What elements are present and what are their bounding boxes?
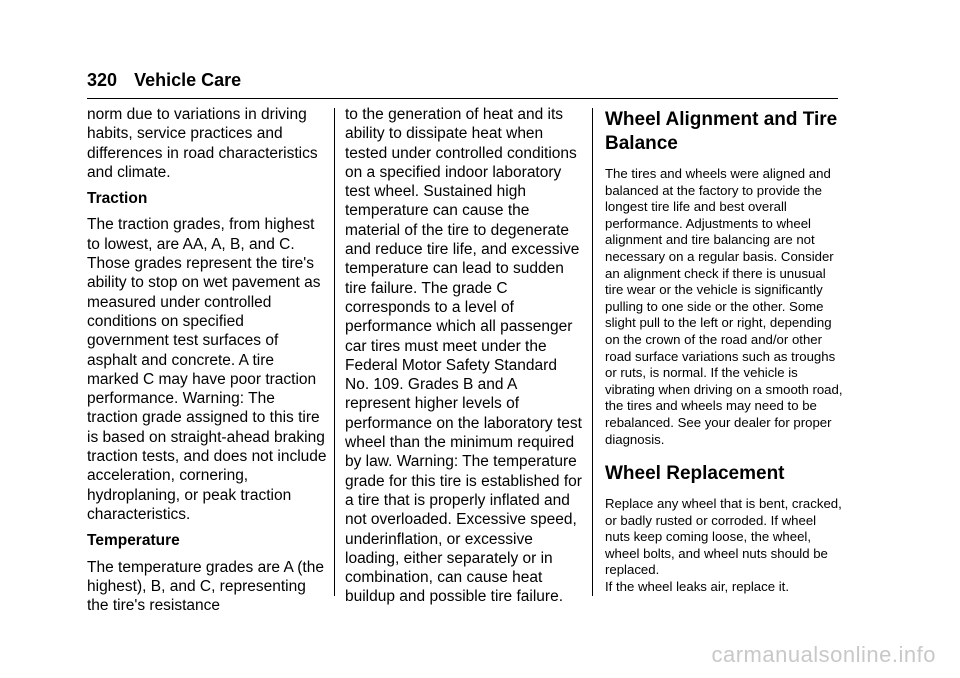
column-1: [87, 105, 327, 622]
replacement-paragraph: Replace any wheel that is bent, cracked, or badly rusted or corroded. If wheel nuts keep coming loose, the wheel, wheel bolts, and wheel nuts should be replaced.: [605, 496, 842, 578]
alignment-paragraph: The tires and wheels were aligned and balanced at the factory to provide the longest tire life and best overall performance. Adjustments to wheel alignment and tire balancing are not necessary on a regular basis. Consider an alignment check if there is unusual tire wear or the vehicle is significantly pulling to one side or the other. Some slight pull to the left or right, depending on the crown of the road and/or other road surface variations such as troughs or ruts, is normal. If the vehicle is vibrating when driving on a smooth road, the tires and wheels may need to be rebalanced. See your dealer for proper diagnosis.: [605, 166, 843, 447]
replacement-heading: Wheel Replacement: [605, 463, 785, 485]
page-number: 320: [87, 70, 118, 90]
traction-paragraph: The traction grades, from highest to lowest, are AA, A, B, and C. Those grades represent the tire's ability to stop on wet pavement as measured under controlled conditions on specified government test surfaces of asphalt and concrete. A tire marked C may have poor traction performance. Warning: The traction grade assigned to this tire is based on straight-ahead braking traction tests, and does not include acceleration, cornering, hydroplaning, or peak traction characteristics.: [87, 216, 327, 523]
column-3: [605, 108, 843, 596]
alignment-heading: Wheel Alignment and Tire Balance: [605, 109, 838, 154]
column-divider-2: [592, 108, 593, 596]
section-title: Vehicle Care: [134, 70, 242, 90]
header-rule: [87, 98, 838, 99]
watermark: carmanualsonline.info: [711, 642, 936, 667]
column-2: [345, 105, 585, 614]
temperature-heading: Temperature: [87, 532, 180, 550]
temperature-paragraph: The temperature grades are A (the highest), B, and C, representing the tire's resistance: [87, 558, 324, 615]
temperature-continued-paragraph: to the generation of heat and its ability to dissipate heat when tested under controlled conditions on a specified indoor laboratory test wheel. Sustained high temperature can cause the material of the tire to degenerate and reduce tire life, and excessive temperature can lead to sudden tire failure. The grade C corresponds to a level of performance which all passenger car tires must meet under the Federal Motor Safety Standard No. 109. Grades B and A represent higher levels of performance on the laboratory test wheel than the minimum required by law. Warning: The temperature grade for this tire is established for a tire that is properly inflated and not overloaded. Excessive speed, underinflation, or excessive loading, either separately or in combination, can cause heat buildup and possible tire failure.: [345, 106, 582, 606]
replacement-paragraph-2: If the wheel leaks air, replace it.: [605, 579, 789, 595]
column-divider-1: [334, 108, 335, 596]
intro-paragraph: norm due to variations in driving habits, service practices and differences in road characteristics and climate.: [87, 106, 318, 181]
page-header: [87, 70, 241, 91]
traction-heading: Traction: [87, 190, 148, 208]
